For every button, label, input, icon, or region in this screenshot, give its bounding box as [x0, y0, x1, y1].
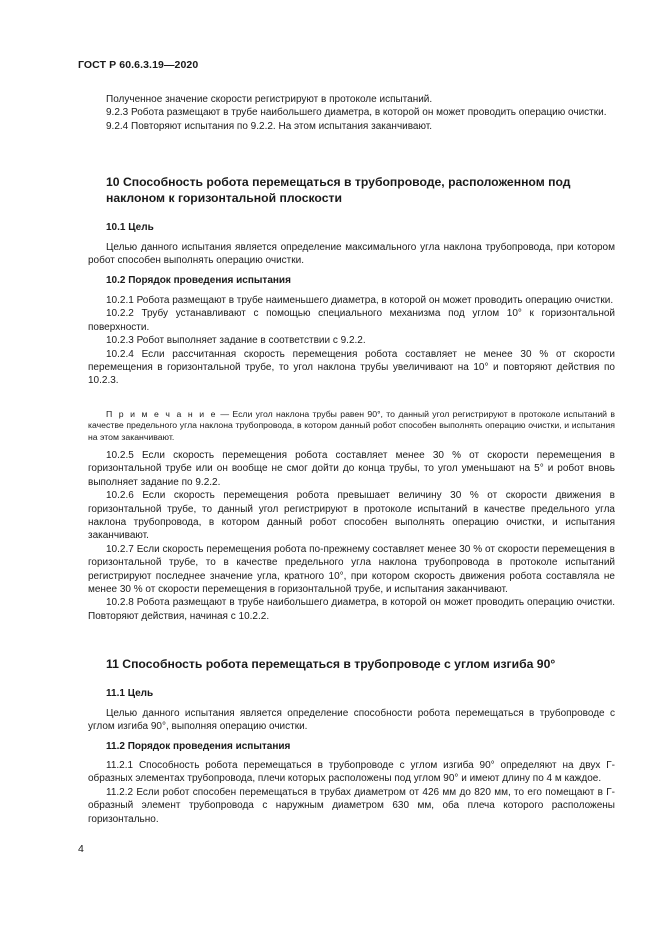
paragraph: 10.2.6 Если скорость перемещения робота превышает величину 30 % от скорости движения в горизонтальной трубе, то данный угол регистрируют в протоколе испытаний в качестве предельного угла наклона трубопровода, в котором данный робот способен выполнять операцию очистки, и испытания заканчивают.: [88, 490, 615, 542]
paragraph: 10.2.4 Если рассчитанная скорость перемещения робота составляет не менее 30 % от скорости перемещения в горизонтальной трубе, то угол наклона трубы увеличивают на 10° и повторяют действия по 10.2.3.: [88, 348, 615, 387]
note-text: — Если угол наклона трубы равен 90°, то данный угол регистрируют в протоколе испытаний в качестве предельного угла наклона трубопровода, в котором данный робот способен выполнять операцию очистки, и испытания на этом заканчивают.: [88, 409, 615, 442]
paragraph: 9.2.3 Робота размещают в трубе наибольшего диаметра, в которой он может проводить операцию очистки.: [106, 107, 607, 119]
paragraph: Целью данного испытания является определение способности робота перемещаться в трубопроводе с углом изгиба 90°, выполняя операцию очистки.: [88, 708, 615, 733]
section-11-1-title: 11.1 Цель: [106, 688, 154, 699]
section-10-2-body-a: [88, 294, 615, 388]
section-11-1-body: [88, 707, 615, 734]
note-label: П р и м е ч а н и е: [106, 409, 218, 419]
paragraph: 10.2.2 Трубу устанавливают с помощью специального механизма под углом 10° к горизонтальной поверхности.: [88, 308, 615, 333]
section-10-2-body-b: [88, 449, 615, 623]
paragraph: 10.2.1 Робота размещают в трубе наименьшего диаметра, в которой он может проводить операцию очистки.: [106, 295, 614, 306]
paragraph: 10.2.3 Робот выполняет задание в соответствии с 9.2.2.: [106, 335, 366, 347]
intro-block: [88, 93, 615, 133]
section-10-1-body: [88, 241, 615, 268]
section-10-1-title: 10.1 Цель: [106, 222, 154, 233]
note-paragraph: [88, 409, 615, 443]
section-11-2-body: [88, 759, 615, 826]
note: [88, 409, 615, 443]
paragraph: 11.2.1 Способность робота перемещаться в трубопроводе с углом изгиба 90° определяют на двух Г-образных элементах трубопровода, плечи которых расположены под углом 90° и имеют длину по 4 м каждое.: [88, 760, 615, 785]
paragraph: 11.2.2 Если робот способен перемещаться в трубах диаметром от 426 мм до 820 мм, то его помещают в Г-образный элемент трубопровода с наружным диаметром 630 мм, оба плеча которого расположены горизонтально.: [88, 786, 615, 825]
section-10-2-title: 10.2 Порядок проведения испытания: [106, 275, 291, 286]
paragraph: 10.2.7 Если скорость перемещения робота по-прежнему составляет менее 30 % от скорости перемещения в горизонтальной трубе, то в качестве предельного угла наклона трубопровода в протоколе испытаний регистрируют последнее значение угла, кратного 10°, при котором скорость движения робота составляла не менее 30 % от скорости перемещения в горизонтальной трубе, и испытания заканчивают.: [88, 543, 615, 596]
page-number: 4: [78, 843, 84, 855]
section-11-2-title: 11.2 Порядок проведения испытания: [106, 741, 291, 752]
paragraph: 10.2.8 Робота размещают в трубе наибольшего диаметра, в которой он может проводить операцию очистки. Повторяют действия, начиная с 10.2.2.: [88, 597, 615, 622]
document-header: ГОСТ Р 60.6.3.19—2020: [78, 59, 199, 71]
section-11-title: 11 Способность робота перемещаться в трубопроводе с углом изгиба 90°: [106, 657, 556, 671]
paragraph: Полученное значение скорости регистрируют в протоколе испытаний.: [106, 94, 433, 105]
section-10-title: 10 Способность робота перемещаться в трубопроводе, расположенном под наклоном к горизонтальной плоскости: [106, 175, 571, 205]
paragraph: 9.2.4 Повторяют испытания по 9.2.2. На этом испытания заканчивают.: [106, 120, 433, 132]
paragraph: Целью данного испытания является определение максимального угла наклона трубопровода, при котором робот способен выполнять операцию очистки.: [88, 242, 615, 267]
paragraph: 10.2.5 Если скорость перемещения робота составляет менее 30 % от скорости перемещения в горизонтальной трубе или он вообще не смог дойти до конца трубы, то угол уменьшают на 5° и робот вновь выполняет задание по 9.2.2.: [88, 450, 615, 488]
